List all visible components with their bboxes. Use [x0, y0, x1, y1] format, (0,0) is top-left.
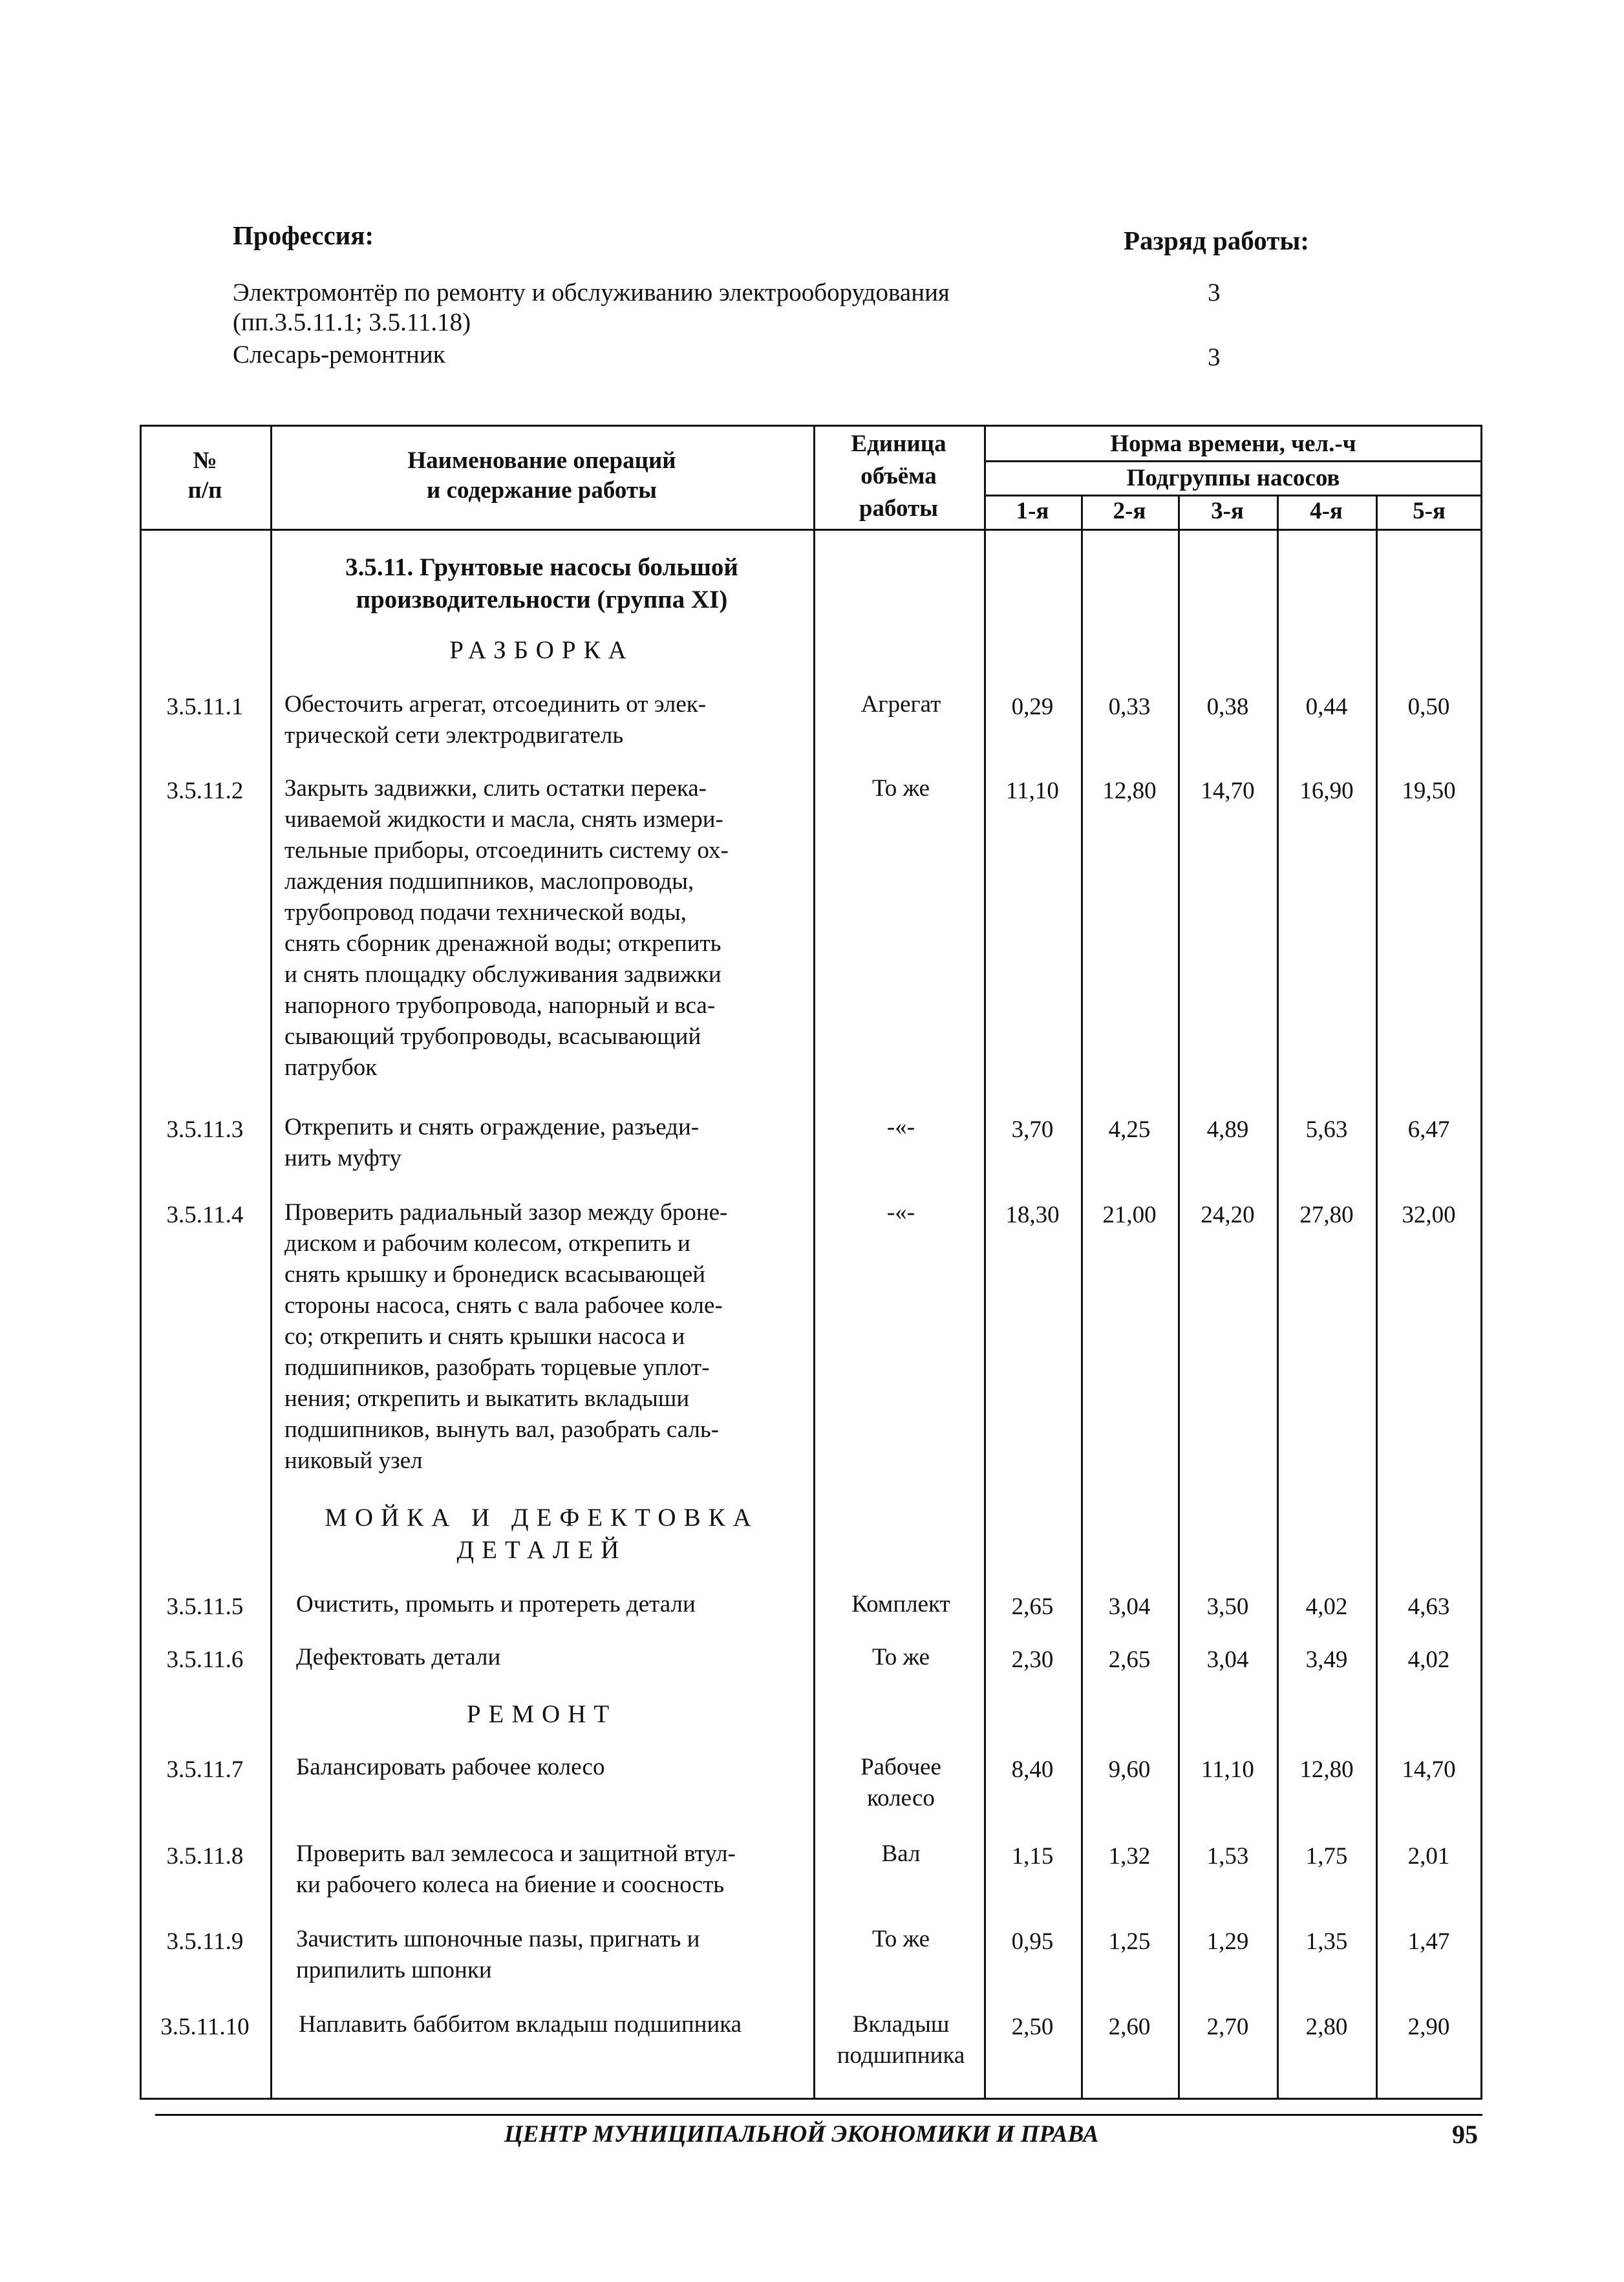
footer-rule — [155, 2114, 1482, 2116]
row-5-v1: 2,65 — [1011, 1594, 1054, 1620]
row-2-v5: 19,50 — [1402, 778, 1456, 804]
row-7-v2: 9,60 — [1108, 1756, 1151, 1783]
col-head-subgroups: Подгруппы насосов — [1126, 465, 1340, 491]
row-8-v3: 1,53 — [1206, 1843, 1249, 1870]
col-divider-4 — [1376, 495, 1378, 2100]
row-6-v2: 2,65 — [1108, 1647, 1151, 1673]
section-title-line-1: 3.5.11. Грунтовые насосы большой — [345, 553, 738, 581]
row-8-unit: Вал — [881, 1840, 921, 1867]
row-1-v2: 0,33 — [1108, 694, 1151, 720]
norm-divider — [984, 460, 1482, 462]
row-10-v5: 2,90 — [1407, 2014, 1450, 2040]
row-1-num: 3.5.11.1 — [166, 694, 244, 720]
row-2-num: 3.5.11.2 — [166, 778, 244, 804]
row-5-v2: 3,04 — [1108, 1594, 1151, 1620]
row-2-v2: 12,80 — [1102, 778, 1157, 804]
col-head-unit-1: Единица — [851, 431, 946, 457]
row-1-v4: 0,44 — [1305, 694, 1348, 720]
row-10-v4: 2,80 — [1305, 2014, 1348, 2040]
section-moyka-line-2: ДЕТАЛЕЙ — [456, 1536, 627, 1564]
section-title-line-2: производительности (группа XI) — [356, 586, 728, 613]
row-8-v5: 2,01 — [1407, 1843, 1450, 1870]
row-4-num: 3.5.11.4 — [166, 1202, 244, 1228]
col-head-1: 1-я — [1016, 498, 1049, 524]
profession-line-2: (пп.3.5.11.1; 3.5.11.18) — [233, 308, 471, 336]
row-7-desc: Балансировать рабочее колесо — [296, 1754, 605, 1780]
page-number: 95 — [1452, 2120, 1478, 2149]
col-head-5: 5-я — [1413, 498, 1446, 524]
row-9-v3: 1,29 — [1206, 1928, 1249, 1955]
row-5-v3: 3,50 — [1206, 1594, 1249, 1620]
row-5-v4: 4,02 — [1305, 1594, 1348, 1620]
row-9-v4: 1,35 — [1305, 1928, 1348, 1955]
col-head-num-2: п/п — [187, 477, 222, 504]
row-3-v5: 6,47 — [1407, 1116, 1450, 1143]
section-moyka-line-1: МОЙКА И ДЕФЕКТОВКА — [325, 1504, 759, 1531]
row-10-unit: Вкладыш подшипника — [837, 2011, 965, 2069]
row-7-v5: 14,70 — [1402, 1756, 1456, 1783]
row-9-desc: Зачистить шпоночные пазы, пригнать и припилить шпонки — [296, 1926, 700, 1983]
col-head-num-1: № — [193, 447, 217, 474]
row-9-v5: 1,47 — [1407, 1928, 1450, 1955]
grade-label: Разряд работы: — [1124, 226, 1310, 255]
row-3-desc: Открепить и снять ограждение, разъеди- нить муфту — [284, 1114, 700, 1171]
row-8-v2: 1,32 — [1108, 1843, 1151, 1870]
row-1-desc: Обесточить агрегат, отсоединить от элек- трической сети электродвигатель — [284, 691, 707, 749]
row-2-v1: 11,10 — [1006, 778, 1059, 804]
row-1-v5: 0,50 — [1407, 694, 1450, 720]
row-6-num: 3.5.11.6 — [166, 1647, 244, 1673]
col-head-3: 3-я — [1211, 498, 1244, 524]
row-4-v4: 27,80 — [1299, 1202, 1354, 1228]
section-remont: РЕМОНТ — [466, 1700, 617, 1728]
row-3-v4: 5,63 — [1305, 1116, 1348, 1143]
row-2-v3: 14,70 — [1201, 778, 1255, 804]
profession-grade-1: 3 — [1208, 279, 1221, 306]
row-6-desc: Дефектовать детали — [296, 1644, 501, 1670]
row-4-v3: 24,20 — [1201, 1202, 1255, 1228]
section-razborka: РАЗБОРКА — [449, 636, 634, 664]
row-1-v3: 0,38 — [1206, 694, 1249, 720]
row-6-v5: 4,02 — [1407, 1647, 1450, 1673]
row-7-v4: 12,80 — [1299, 1756, 1354, 1783]
col-head-name-2: и содержание работы — [427, 477, 657, 504]
col-head-4: 4-я — [1310, 498, 1343, 524]
row-6-v3: 3,04 — [1206, 1647, 1249, 1673]
row-7-unit: Рабочее колесо — [860, 1754, 941, 1811]
row-2-desc: Закрыть задвижки, слить остатки перека- чиваемой жидкости и масла, снять измери- тельные приборы, отсоединить систему ох- лаждения подшипников, маслопроводы, трубопровод подачи технической воды, снять сборник дренажной воды; открепить и снять площадку обслуживания задвижки напорного трубопровода, напорный и вса- сывающий трубопроводы, всасывающий патрубок — [284, 775, 729, 1081]
row-6-v1: 2,30 — [1011, 1647, 1054, 1673]
row-9-v2: 1,25 — [1108, 1928, 1151, 1955]
row-4-v5: 32,00 — [1402, 1202, 1456, 1228]
row-8-v4: 1,75 — [1305, 1843, 1348, 1870]
row-1-v1: 0,29 — [1011, 694, 1054, 720]
row-8-num: 3.5.11.8 — [166, 1843, 244, 1870]
row-4-v1: 18,30 — [1005, 1202, 1060, 1228]
row-3-v3: 4,89 — [1206, 1116, 1249, 1143]
row-7-num: 3.5.11.7 — [166, 1756, 244, 1783]
row-5-desc: Очистить, промыть и протереть детали — [296, 1591, 696, 1617]
row-5-num: 3.5.11.5 — [166, 1594, 244, 1620]
row-7-v1: 8,40 — [1011, 1756, 1054, 1783]
row-10-v3: 2,70 — [1206, 2014, 1249, 2040]
row-3-v2: 4,25 — [1108, 1116, 1151, 1143]
row-8-v1: 1,15 — [1011, 1843, 1054, 1870]
col-head-2: 2-я — [1113, 498, 1146, 524]
row-10-v1: 2,50 — [1011, 2014, 1054, 2040]
footer-publisher: ЦЕНТР МУНИЦИПАЛЬНОЙ ЭКОНОМИКИ И ПРАВА — [504, 2121, 1099, 2148]
row-10-num: 3.5.11.10 — [160, 2014, 250, 2040]
profession-line-3: Слесарь-ремонтник — [233, 341, 445, 368]
row-9-unit: То же — [871, 1926, 930, 1952]
row-2-unit: То же — [871, 775, 930, 802]
row-6-v4: 3,49 — [1305, 1647, 1348, 1673]
profession-line-1: Электромонтёр по ремонту и обслуживанию электрооборудования — [233, 279, 950, 306]
row-10-v2: 2,60 — [1108, 2014, 1151, 2040]
row-8-desc: Проверить вал землесоса и защитной втул- ки рабочего колеса на биение и соосность — [296, 1840, 736, 1898]
row-4-desc: Проверить радиальный зазор между броне- диском и рабочим колесом, открепить и снять крышку и бронедиск всасывающей стороны насоса, снять с вала рабочее коле- со; открепить и снять крышки насоса и подшипников, разобрать торцевые уплот- нения; открепить и выкатить вкладыши подшипников, вынуть вал, разобрать саль- никовый узел — [284, 1199, 728, 1474]
row-7-v3: 11,10 — [1201, 1756, 1254, 1783]
row-5-unit: Комплект — [851, 1591, 950, 1617]
row-3-unit: -«- — [886, 1114, 915, 1140]
row-3-num: 3.5.11.3 — [166, 1116, 244, 1143]
row-2-v4: 16,90 — [1299, 778, 1354, 804]
col-head-name-1: Наименование операций — [407, 447, 676, 474]
row-4-unit: -«- — [886, 1199, 915, 1226]
col-head-unit-3: работы — [859, 495, 939, 522]
row-9-v1: 0,95 — [1011, 1928, 1054, 1955]
row-6-unit: То же — [871, 1644, 930, 1670]
row-4-v2: 21,00 — [1102, 1202, 1157, 1228]
row-10-desc: Наплавить баббитом вкладыш подшипника — [299, 2011, 742, 2038]
row-1-unit: Агрегат — [860, 691, 941, 718]
row-9-num: 3.5.11.9 — [166, 1928, 244, 1955]
col-divider-num — [270, 425, 272, 2100]
row-3-v1: 3,70 — [1011, 1116, 1054, 1143]
profession-grade-3: 3 — [1208, 343, 1221, 371]
col-head-unit-2: объёма — [860, 463, 937, 489]
col-head-norm: Норма времени, чел.-ч — [1110, 431, 1356, 457]
table-header-divider — [140, 529, 1482, 531]
profession-label: Профессия: — [233, 220, 374, 250]
row-5-v5: 4,63 — [1407, 1594, 1450, 1620]
